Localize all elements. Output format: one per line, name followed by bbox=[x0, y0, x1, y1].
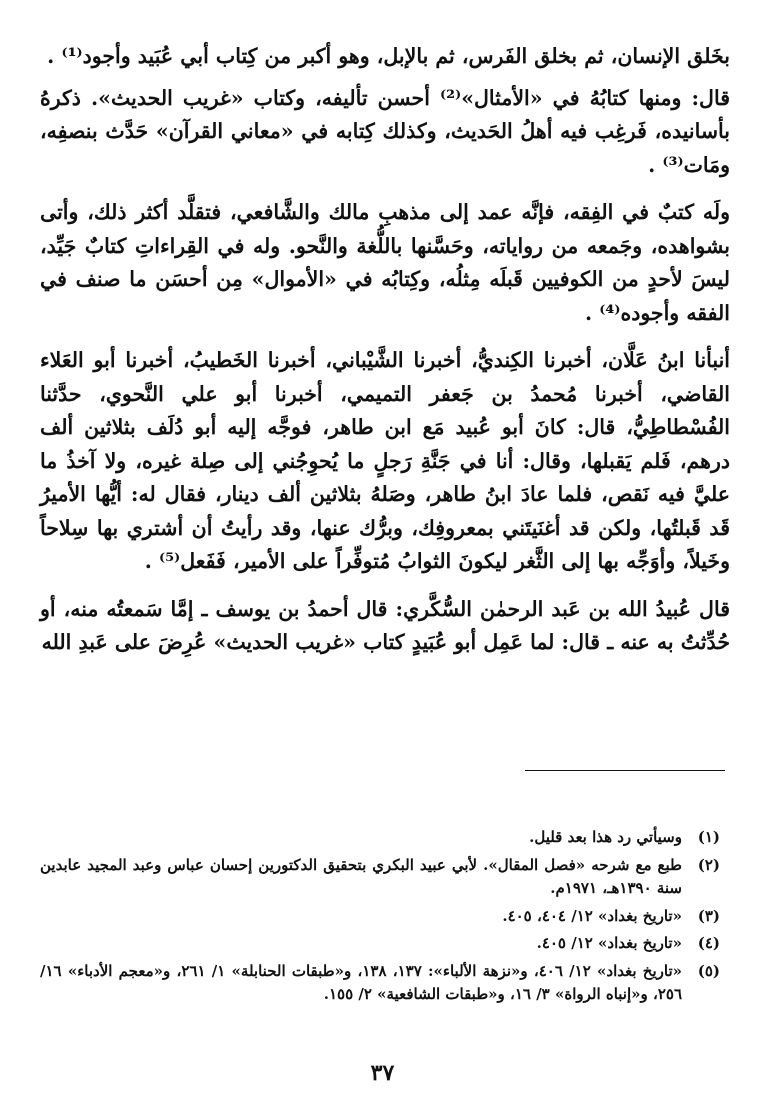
footnote-divider bbox=[525, 770, 725, 771]
footnote-number: (٤) bbox=[697, 934, 720, 952]
paragraph-4: أنبأنا ابنُ عَلَّان، أخبرنا الكِنديُّ، أخبرنا الشَّيْباني، أخبرنا الخَطيبُ، أخبرنا أبو العَلاء القاضي، أخبرنا مُحمدُ بن جَعفر التميمي، أخبرنا أبو علي النَّحوي، حدَّثنا الفُسْطاطِيُّ، قال: كانَ أبو عُبيد مَع ابن طاهر، فوجَّه إليه أبو دُلَف بثلاثين ألف درهم، فَلم يَقبلها، وقال: أنا في جَنَّةِ رَجلٍ ما يُحوِجُني إلى صِلة غيره، ولا آخذُ ما عليَّ فيه نَقص، فلما عادَ ابنُ طاهر، وصَلهُ بثلاثين ألف دينار، فقال له: أيُّها الأميرُ قَد قَبلتُها، ولكن قد أغنَيتَني بمعروفِك، وبرُّك عنها، وقد رأيتُ أن أشتري بها سِلاحاً وخَيلاً، وأوَجِّه بها إلى الثَّغر ليكونَ الثوابُ مُتوفِّراً على الأمير، فَفَعل⁽⁵⁾ . bbox=[40, 348, 730, 573]
footnote-number: (٢) bbox=[697, 855, 720, 874]
footnote-text: «تاريخ بغداد» ١٢/ ٤٠٤، ٤٠٥. bbox=[502, 906, 682, 925]
footnote-text: وسيأتي رد هذا بعد قليل. bbox=[529, 828, 682, 846]
footnote-text: «تاريخ بغداد» ١٢/ ٤٠٦، و«نزهة الألباء»: ١٣٧، ١٣٨، و«طبقات الحنابلة» ١/ ٢٦١، و«معجم الأدباء» ١٦/ ٢٥٦، و«إنباه الرواة» ٣/ ١٦، و«طبقات الشافعية» ٢/ ١٥٥. bbox=[40, 961, 682, 1003]
paragraph-5: قال عُبيدُ الله بن عَبد الرحمٰن السُّكَّري: قال أحمدُ بن يوسف ـ إمَّا سَمعتُه منه، أو حُدِّثتُ به عنه ـ قال: لما عَمِل أبو عُبَيدٍ كتاب «غريب الحديث» عُرِضَ على عَبدِ الله bbox=[40, 596, 730, 654]
footnote-text: طبع مع شرحه «فصل المقال». لأبي عبيد البكري بتحقيق الدكتورين إحسان عباس وعبد المجيد عابدين سنة ١٣٩٠هـ، ١٩٧١م. bbox=[40, 855, 682, 897]
paragraph-3: ولَه كتبٌ في الفِقه، فإنَّه عمد إلى مذهبِ مالك والشَّافعي، فتقلَّد أكثر ذلك، وأتى بشواهده، وجَمعه من رواياته، وحَسَّنها باللُّغة والنَّحو. وله في القِراءاتِ كتابٌ جَيِّد، ليسَ لأحدٍ من الكوفيين قَبلَه مِثلُه، وكِتابُه في «الأموال» مِن أحسَن ما صنف في الفقه وأجوده⁽⁴⁾ . bbox=[40, 200, 730, 325]
footnote-text: «تاريخ بغداد» ١٢/ ٤٠٥. bbox=[536, 934, 682, 952]
page-number: ٣٧ bbox=[370, 1060, 395, 1086]
footnote bbox=[40, 960, 720, 1007]
footnote bbox=[40, 932, 720, 956]
footnote bbox=[40, 826, 720, 850]
paragraph-1: بخَلق الإنسان، ثم بخلق الفَرس، ثم بالإبل، وهو أكبر من كِتاب أبي عُبَيد وأجود⁽¹⁾ . bbox=[47, 44, 730, 68]
footnote bbox=[40, 905, 720, 929]
footnote-number: (٣) bbox=[697, 906, 720, 925]
footnote-number: (١) bbox=[697, 828, 720, 846]
main-text bbox=[40, 40, 730, 674]
footnote-number: (٥) bbox=[697, 961, 720, 980]
footnote bbox=[40, 854, 720, 901]
paragraph-2: قال: ومنها كتابُهُ في «الأمثال»⁽²⁾ أحسن تأليفه، وكتاب «غريب الحديث». ذكرهُ بأسانيده، فَرغِب فيه أهلُ الحَديث، وكذلك كِتابه في «معاني القرآن» حَدَّث بنصفِه، ومَات⁽³⁾ . bbox=[40, 85, 730, 177]
footnotes bbox=[40, 826, 720, 1011]
